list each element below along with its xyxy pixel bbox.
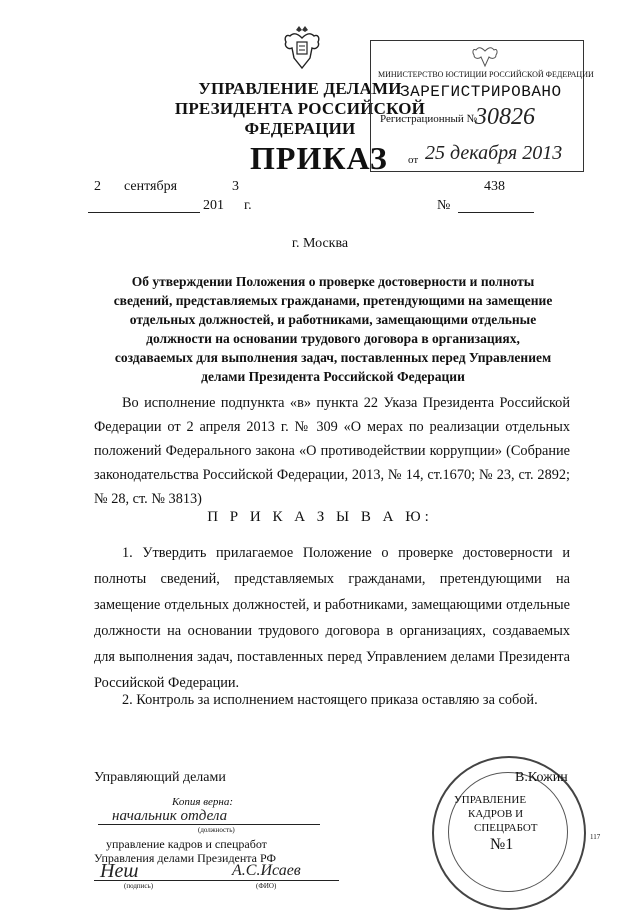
round-stamp-line-2: КАДРОВ И [468,808,524,820]
stamp-reg-number: 30826 [475,104,535,130]
dept-line-1: управление кадров и спецработ [106,837,267,851]
dept-line-2: Управления делами Президента РФ [94,851,276,865]
signatory-name: В.Кожин [515,770,568,785]
stamp-status: ЗАРЕГИСТРИРОВАНО [400,83,562,101]
page-mark: 117 [590,833,601,841]
round-stamp-line-3: СПЕЦРАБОТ [474,822,538,834]
order-day: 2 [94,179,101,194]
signature-caption: (подпись) [124,882,154,890]
number-underline [458,212,534,213]
signature-underline [94,880,339,881]
handwritten-signature: Неш [100,860,139,882]
stamp-date-prefix: от [408,154,419,166]
agency-line-1: УПРАВЛЕНИЕ ДЕЛАМИ [198,79,402,98]
document-type: ПРИКАЗ [250,140,388,176]
clause-2: 2. Контроль за исполнением настоящего приказа оставляю за собой. [122,692,538,708]
stamp-emblem-icon [470,42,500,68]
position-underline [98,824,320,825]
stamp-date-value: 25 декабря 2013 [425,142,563,164]
copy-label: Копия верна: [172,796,234,808]
order-number: 438 [484,179,505,194]
clause-1: 1. Утвердить прилагаемое Положение о проверке достоверности и полноты сведений, представляемых гражданами, претендующими на замещение отдельных должностей, и работниками, замещающими отдельные должности на основании трудового договора в организациях, создаваемых для выполнения задач, поставленных перед Управлением делами Президента Российской Федерации. [94,545,570,691]
stamp-reg-label: Регистрационный № [380,113,478,125]
signatory-position: Управляющий делами [94,770,226,785]
order-year-suffix: г. [244,198,252,213]
number-sign: № [437,198,451,213]
city: г. Москва [291,236,349,251]
preamble: Во исполнение подпункта «в» пункта 22 Указа Президента Российской Федерации от 2 апреля 2013 г. № 309 «О мерах по реализации отдельных положений Федерального закона «О противодействии коррупции» (Собрание законодательства Российской Федерации, 2013, № 14, ст.1670; № 23, ст. 2892; № 28, ст. № 3813) [94,395,570,507]
order-month: сентября [124,179,178,194]
double-headed-eagle-icon [282,24,322,72]
date-underline [88,212,200,213]
round-stamp-line-1: УПРАВЛЕНИЕ [454,794,527,806]
order-word: П Р И К А З Ы В А Ю: [207,509,433,525]
position-caption: (должность) [198,826,235,834]
handwritten-position: начальник отдела [112,808,228,824]
round-stamp-line-4: №1 [490,836,514,853]
agency-line-2: ПРЕЗИДЕНТА РОССИЙСКОЙ ФЕДЕРАЦИИ [174,99,426,138]
stamp-ministry: МИНИСТЕРСТВО ЮСТИЦИИ РОССИЙСКОЙ ФЕДЕРАЦИИ [378,70,594,79]
name-caption: (ФИО) [256,882,277,890]
order-heading: Об утверждении Положения о проверке достоверности и полноты сведений, представляемых гражданами, претендующими на замещение отдельных должностей, и работниками, замещающими отдельные должности на основании трудового договора в организациях, создаваемых для выполнения задач, поставленных перед Управлением делами Президента Российской Федерации [113,274,553,384]
order-year-digit: 3 [232,179,239,194]
order-year-prefix: 201 [203,198,224,213]
handwritten-name: А.С.Исаев [232,862,301,879]
